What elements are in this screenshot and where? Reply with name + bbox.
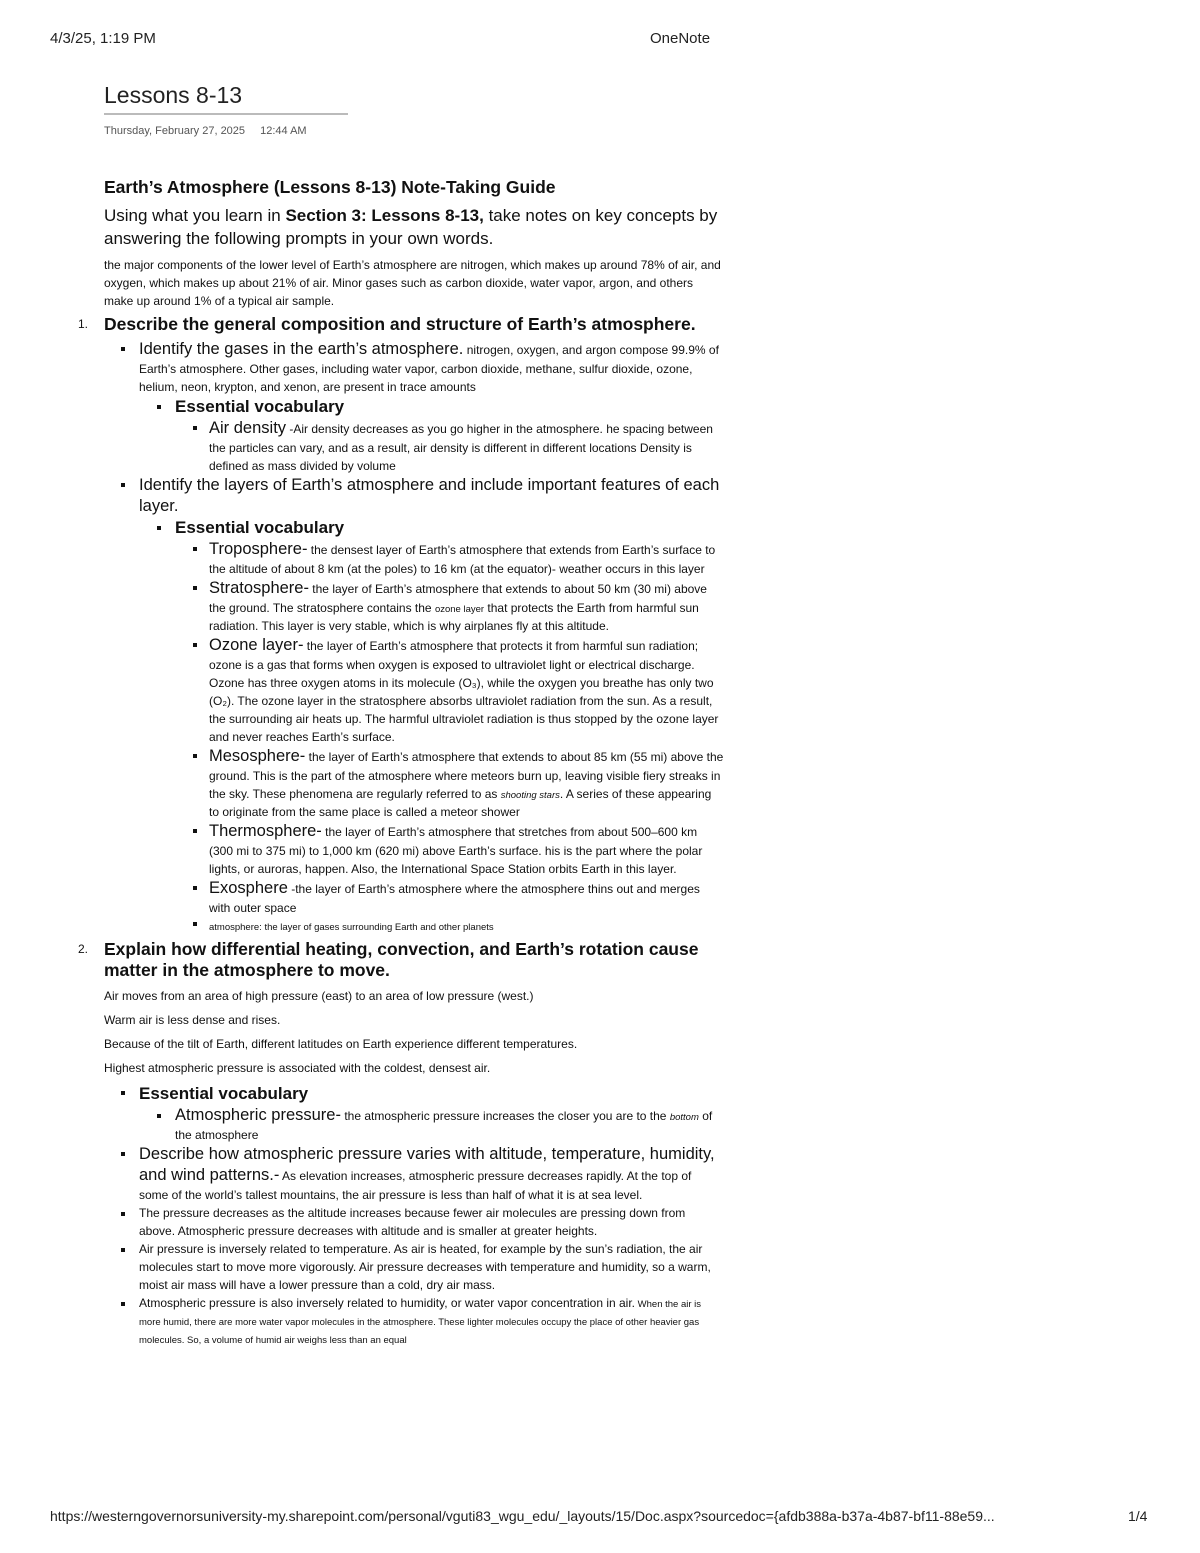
- list-item: [104, 878, 724, 917]
- answer-text: Atmospheric pressure is also inversely related to humidity, or water vapor concentration in air.: [139, 1296, 636, 1310]
- bullet-icon: [193, 829, 197, 833]
- bullet-icon: [193, 426, 197, 430]
- vocab-definition: the layer of Earth’s atmosphere that extends to about 50 km (30 mi) above the ground. The stratosphere contains the: [209, 582, 707, 615]
- bullet-icon: [121, 347, 125, 351]
- print-url: https://westerngovernorsuniversity-my.sharepoint.com/personal/vguti83_wgu_edu/_layouts/15/Doc.aspx?sourcedoc={afdb388a-b37a-4b87-bf11-88e59...: [50, 1508, 995, 1524]
- answer-paragraph: Highest atmospheric pressure is associated with the coldest, densest air.: [104, 1061, 491, 1075]
- bullet-icon: [193, 754, 197, 758]
- list-item: [104, 1240, 724, 1294]
- q1-list: [104, 339, 724, 935]
- vocab-definition: -Air density decreases as you go higher in the atmosphere. he spacing between the particles can vary, and as a result, air density is different in different locations Density is defined as mass divided by volume: [209, 422, 713, 473]
- vocab-definition: the densest layer of Earth’s atmosphere that extends from Earth’s surface to the altitude of about 8 km (at the poles) to 16 km (at the equator)- weather occurs in this layer: [209, 543, 716, 576]
- bullet-icon: [157, 1114, 161, 1118]
- vocab-definition: the layer of Earth’s atmosphere that extends to about 85 km (55 mi) above the ground. This is the part of the atmosphere where meteors burn up, leaving visible fiery streaks in the sky. These phenomena are regularly referred to as: [209, 750, 724, 801]
- list-item: [104, 396, 724, 418]
- bullet-icon: [193, 922, 197, 926]
- question-number: 1.: [78, 317, 89, 331]
- answer-text: nitrogen, oxygen, and argon compose 99.9% of Earth’s atmosphere. Other gases, including water vapor, carbon dioxide, methane, sulfur dioxide, ozone, helium, neon, krypton, and xenon, are present in trace amounts: [139, 343, 719, 394]
- bullet-icon: [121, 1212, 125, 1216]
- question-list: [78, 314, 724, 1348]
- vocab-term: Ozone layer-: [209, 636, 304, 654]
- vocab-definition: that protects the Earth from harmful sun radiation. This layer is very stable, which is why airplanes fly at this altitude.: [209, 601, 699, 633]
- vocab-definition-italic: ozone layer: [434, 604, 485, 615]
- bullet-icon: [193, 586, 197, 590]
- list-item: [104, 746, 724, 821]
- list-item: [104, 539, 724, 578]
- answer-paragraph: Air moves from an area of high pressure (east) to an area of low pressure (west.): [104, 989, 534, 1003]
- bullet-icon: [157, 526, 161, 530]
- vocab-definition-italic: bottom: [669, 1112, 699, 1123]
- list-item: [104, 1083, 724, 1105]
- print-page-number: 1/4: [1128, 1508, 1148, 1524]
- guide-intro: [104, 204, 724, 250]
- vocab-heading: Essential vocabulary: [175, 397, 345, 416]
- question-1: [78, 314, 724, 935]
- list-item: [104, 339, 724, 396]
- intro-text: Using what you learn in: [104, 206, 286, 225]
- vocab-definition: . A series of these appearing to originate from the same place is called a meteor shower: [209, 787, 712, 819]
- bullet-icon: [121, 1152, 125, 1156]
- note-page: [78, 82, 724, 1348]
- list-item: [104, 1294, 724, 1348]
- answer-text: The pressure decreases as the altitude increases because fewer air molecules are pressing down from above. Atmospheric pressure decreases with altitude and is smaller at greater heights.: [139, 1206, 686, 1238]
- page-title[interactable]: Lessons 8-13: [104, 82, 243, 108]
- question-2: [78, 939, 724, 1348]
- print-datetime: 4/3/25, 1:19 PM: [50, 30, 156, 47]
- list-item: [104, 917, 724, 935]
- vocab-definition-italic: shooting stars: [500, 790, 560, 801]
- answer-text: As elevation increases, atmospheric pressure decreases rapidly. At the top of some of the world’s tallest mountains, the air pressure is less than half of what it is at sea level.: [139, 1169, 692, 1202]
- vocab-term: Atmospheric pressure-: [175, 1106, 341, 1124]
- intro-bold: Section 3: Lessons 8-13,: [285, 206, 484, 225]
- bullet-icon: [121, 1302, 125, 1306]
- bullet-icon: [121, 1091, 125, 1095]
- answer-text: Air pressure is inversely related to temperature. As air is heated, for example by the sun’s radiation, the air molecules start to move more vigorously. Air pressure decreases with temperature and humidity, so a warm, moist air mass will have a lower pressure than a cold, dry air mass.: [139, 1242, 711, 1292]
- list-item: [104, 578, 724, 635]
- bullet-icon: [193, 886, 197, 890]
- vocab-definition: the layer of Earth’s atmosphere that stretches from about 500–600 km (300 mi to 375 mi) to 1,000 km (620 mi) above Earth’s surface. his is the part where the polar lights, or auroras, happen. Also, the International Space Station orbits Earth in this layer.: [209, 825, 703, 876]
- bullet-icon: [121, 483, 125, 487]
- vocab-term: Thermosphere-: [209, 822, 322, 840]
- page-date-text: Thursday, February 27, 2025: [104, 125, 246, 137]
- bullet-icon: [121, 1248, 125, 1252]
- print-app-name: OneNote: [650, 30, 711, 47]
- question-number: 2.: [78, 942, 89, 956]
- bullet-icon: [193, 547, 197, 551]
- list-item: [104, 475, 724, 517]
- title-underline: [104, 113, 348, 115]
- question-text: Describe the general composition and structure of Earth’s atmosphere.: [104, 314, 696, 334]
- list-item: [104, 635, 724, 746]
- vocab-term: Exosphere: [209, 879, 288, 897]
- q2-list: [104, 1083, 724, 1348]
- answer-paragraph: Warm air is less dense and rises.: [104, 1013, 281, 1027]
- list-item: [104, 517, 724, 539]
- vocab-definition: the layer of Earth’s atmosphere that protects it from harmful sun radiation; ozone is a gas that forms when oxygen is exposed to ultraviolet light or electrical discharge. Ozone has three oxygen atoms in its molecule (O₃), while the oxygen you breathe has only two (O₂). The ozone layer in the stratosphere absorbs ultraviolet radiation from the sun. As a result, the surrounding air heats up. The harmful ultraviolet radiation is thus stopped by the ozone layer and never reaches Earth’s surface.: [209, 639, 719, 744]
- intro-text-post: take notes on key concepts by answering the following prompts in your own words.: [104, 206, 718, 248]
- question-text: Explain how differential heating, convection, and Earth’s rotation cause matter in the atmosphere to move.: [104, 939, 699, 980]
- vocab-definition: -the layer of Earth’s atmosphere where the atmosphere thins out and merges with outer space: [209, 882, 700, 915]
- guide-note: the major components of the lower level of Earth’s atmosphere are nitrogen, which makes up around 78% of air, and oxygen, which makes up about 21% of air. Minor gases such as carbon dioxide, water vapor, argon, and others make up around 1% of a typical air sample.: [104, 258, 721, 308]
- vocab-heading: Essential vocabulary: [139, 1084, 309, 1103]
- answer-paragraph: Because of the tilt of Earth, different latitudes on Earth experience different temperatures.: [104, 1037, 578, 1051]
- bullet-icon: [193, 643, 197, 647]
- vocab-term: Stratosphere-: [209, 579, 309, 597]
- prompt-text: Identify the layers of Earth’s atmosphere and include important features of each layer.: [139, 476, 720, 515]
- guide-heading: Earth’s Atmosphere (Lessons 8-13) Note-Taking Guide: [104, 177, 556, 197]
- vocab-definition: the atmospheric pressure increases the closer you are to the: [340, 1109, 670, 1123]
- list-item: [104, 821, 724, 878]
- list-item: [104, 1105, 724, 1144]
- prompt-text: Describe how atmospheric pressure varies with altitude, temperature, humidity, and wind patterns.-: [139, 1145, 715, 1184]
- vocab-definition: atmosphere: the layer of gases surrounding Earth and other planets: [209, 922, 494, 933]
- vocab-term: Mesosphere-: [209, 747, 306, 765]
- bullet-icon: [157, 405, 161, 409]
- prompt-text: Identify the gases in the earth’s atmosphere.: [139, 340, 464, 358]
- vocab-definition: of the atmosphere: [175, 1109, 713, 1142]
- answer-text-small: When the air is more humid, there are more water vapor molecules in the atmosphere. These lighter molecules occupy the place of other heavier gas molecules. So, a volume of humid air weighs less than an equal: [139, 1299, 702, 1346]
- vocab-term: Air density: [209, 419, 287, 437]
- vocab-heading: Essential vocabulary: [175, 518, 345, 537]
- list-item: [104, 1144, 724, 1204]
- vocab-term: Troposphere-: [209, 540, 308, 558]
- page-date: [104, 125, 724, 137]
- list-item: [104, 1204, 724, 1240]
- list-item: [104, 418, 724, 475]
- page-time-text: 12:44 AM: [260, 125, 307, 137]
